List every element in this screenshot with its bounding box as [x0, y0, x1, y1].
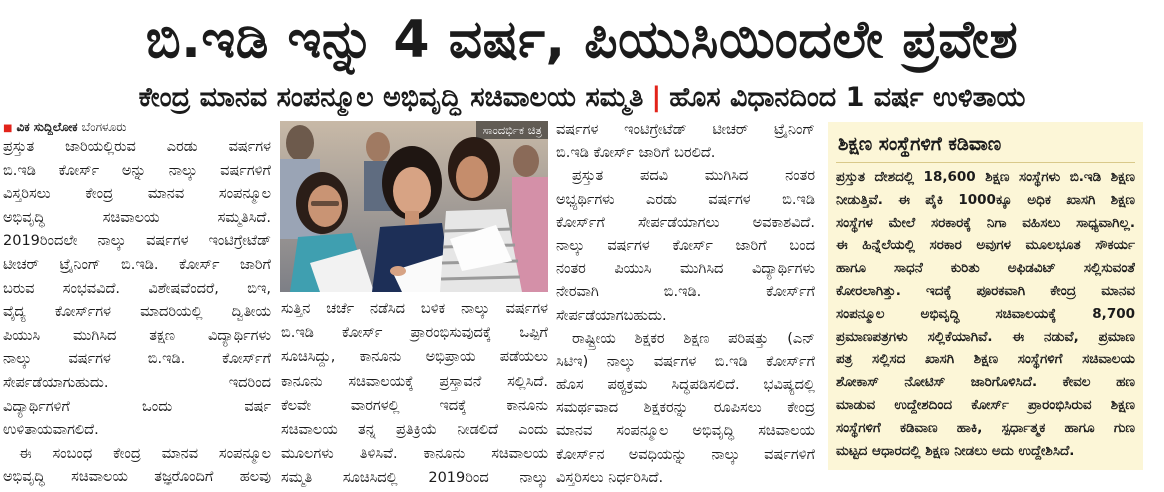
text-line: ಸಂಸ್ಥೆಗಳಿಗೆ ಕಡಿವಾಣ ಹಾಕಿ, ಸ್ಪರ್ಧಾತ್ಮಕ ಹಾಗೂ ಗುಣ — [836, 419, 1135, 436]
text-line: ಸಿಟಿಇ) ನಾಲ್ಕು ವರ್ಷಗಳ ಬಿ.ಇಡಿ ಕೋರ್ಸ್‌ಗೆ — [556, 353, 815, 370]
column-1-paragraph — [3, 443, 271, 490]
sidebar-box-body — [836, 166, 1135, 462]
text-line: ಟೀಚರ್ ಟ್ರೈನಿಂಗ್ ಬಿ.ಇಡಿ. ಕೋರ್ಸ್ ಜಾರಿಗೆ — [3, 256, 271, 273]
subheadline — [0, 80, 1164, 116]
text-line: ಕಾನೂನು ಸಚಿವಾಲಯಕ್ಕೆ ಪ್ರಸ್ತಾವನೆ ಸಲ್ಲಿಸಿದೆ. — [281, 373, 548, 390]
text-line: ಮೂಲಗಳು ತಿಳಿಸಿವೆ. ಕಾನೂನು ಸಚಿವಾಲಯ — [281, 446, 548, 463]
byline-source: ವಿಕ ಸುದ್ದಿಲೋಕ — [16, 120, 78, 134]
text-line: ಪ್ರಸ್ತುತ ದೇಶದಲ್ಲಿ 18,600 ಶಿಕ್ಷಣ ಸಂಸ್ಥೆಗಳು ಬಿ.ಇಡಿ ಶಿಕ್ಷಣ — [836, 169, 1135, 185]
text-line: ಹೊಸ ಪಠ್ಯಕ್ರಮ ಸಿದ್ಧಪಡಿಸಲಿದೆ. ಭವಿಷ್ಯದಲ್ಲಿ — [556, 377, 815, 394]
text-line: ಸಂಪನ್ಮೂಲ ಅಭಿವೃದ್ಧಿ ಸಚಿವಾಲಯಕ್ಕೆ 8,700 — [836, 305, 1135, 322]
text-line: ಪಿಯುಸಿ ಮುಗಿಸಿದ ತಕ್ಷಣ ವಿದ್ಯಾರ್ಥಿಗಳು — [3, 327, 271, 344]
text-line: ಕೆಲವೇ ವಾರಗಳಲ್ಲಿ ಇದಕ್ಕೆ ಕಾನೂನು — [281, 397, 548, 414]
text-line: ಬರುವ ಸಂಭವವಿದೆ. ವಿಶೇಷವೆಂದರೆ, ಬಿಇ, — [3, 280, 271, 297]
column-2-paragraph — [281, 297, 548, 491]
text-line: ಬಿ.ಇಡಿ ಕೋರ್ಸ್ ಪ್ರಾರಂಭಿಸುವುದಕ್ಕೆ ಒಪ್ಪಿಗೆ — [281, 325, 548, 342]
text-line: ಕೋರ್ಸ್‌ಗೆ ಸೇರ್ಪಡೆಯಾಗಲು ಅವಕಾಶವಿದೆ. — [556, 214, 815, 231]
column-1-paragraph — [3, 136, 271, 443]
column-3-paragraph — [556, 119, 815, 165]
text-line: ಬಿ.ಇಡಿ ಕೋರ್ಸ್ ಜಾರಿಗೆ ಬರಲಿದೆ. — [556, 145, 716, 162]
subheadline-separator: | — [651, 82, 662, 113]
text-line: ಸೇರ್ಪಡೆಯಾಗಬಹುದು. — [556, 307, 667, 324]
text-line: 2019ರಿಂದಲೇ ನಾಲ್ಕು ವರ್ಷಗಳ ಇಂಟಿಗ್ರೇಟೆಡ್ — [3, 233, 271, 250]
text-line: ವಿಸ್ತರಿಸಲು ಕೇಂದ್ರ ಮಾನವ ಸಂಪನ್ಮೂಲ — [3, 186, 271, 203]
text-line: ಕೋರ್ಸ್‌ನ ಅವಧಿಯನ್ನು ನಾಲ್ಕು ವರ್ಷಗಳಿಗೆ — [556, 446, 815, 463]
text-line: ಸೂಚಿಸಿದ್ದು, ಕಾನೂನು ಅಭಿಪ್ರಾಯ ಪಡೆಯಲು — [281, 349, 548, 366]
text-line: ಸಮರ್ಥವಾದ ಶಿಕ್ಷಕರನ್ನು ರೂಪಿಸಲು ಕೇಂದ್ರ — [556, 400, 815, 417]
sidebar-box-title: ಶಿಕ್ಷಣ ಸಂಸ್ಥೆಗಳಿಗೆ ಕಡಿವಾಣ — [838, 133, 1002, 155]
text-line: ವಿಸ್ತರಿಸಲು ನಿರ್ಧರಿಸಿದೆ. — [556, 469, 664, 486]
text-line: ಶೋಕಾಸ್ ನೋಟಿಸ್ ಜಾರಿಗೊಳಿಸಿದೆ. ಕೇವಲ ಹಣ — [836, 374, 1135, 391]
text-line: ನಾಲ್ಕು ವರ್ಷಗಳ ಕೋರ್ಸ್ ಜಾರಿಗೆ ಬಂದ — [556, 237, 815, 254]
text-line: ಸಮ್ಮತಿ ಸೂಚಿಸಿದಲ್ಲಿ 2019ರಿಂದ ನಾಲ್ಕು — [281, 470, 548, 487]
text-line: ಉಳಿತಾಯವಾಗಲಿದೆ. — [3, 422, 99, 439]
text-line: ಹಾಗೂ ಸಾಧನೆ ಕುರಿತು ಅಫಿಡವಿಟ್ ಸಲ್ಲಿಸುವಂತೆ — [836, 260, 1135, 277]
text-line: ನೇರವಾಗಿ ಬಿ.ಇಡಿ. ಕೋರ್ಸ್‌ಗೆ — [556, 284, 815, 301]
text-line: ಅಭಿವೃದ್ಧಿ ಸಚಿವಾಲಯ ತಜ್ಞರೊಂದಿಗೆ ಹಲವು — [3, 469, 271, 486]
text-line: ಮಟ್ಟದ ಆಧಾರದಲ್ಲಿ ಶಿಕ್ಷಣ ನೀಡಲು ಅದು ಉದ್ದೇಶಿಸಿದೆ. — [836, 442, 1075, 459]
text-line: ಸಚಿವಾಲಯ ತನ್ನ ಪ್ರತಿಕ್ರಿಯೆ ನೀಡಲಿದೆ ಎಂದು — [281, 421, 548, 438]
byline-place: ಬೆಂಗಳೂರು — [81, 120, 127, 134]
news-photo — [280, 121, 548, 292]
byline — [3, 119, 271, 135]
text-line: ಬಿ.ಇಡಿ ಕೋರ್ಸ್ ಅನ್ನು ನಾಲ್ಕು ವರ್ಷಗಳಿಗೆ — [3, 162, 271, 179]
text-line: ಅಭಿವೃದ್ಧಿ ಸಚಿವಾಲಯ ಸಮ್ಮತಿಸಿದೆ. — [3, 209, 271, 226]
column-3-paragraph — [556, 165, 815, 327]
text-line: ಕೋರಲಾಗಿತ್ತು. ಇದಕ್ಕೆ ಪೂರಕವಾಗಿ ಕೇಂದ್ರ ಮಾನವ — [836, 282, 1135, 299]
sidebar-box — [828, 122, 1143, 470]
subheadline-left: ಕೇಂದ್ರ ಮಾನವ ಸಂಪನ್ಮೂಲ ಅಭಿವೃದ್ಧಿ ಸಚಿವಾಲಯ ಸಮ್ಮತಿ — [138, 82, 644, 113]
text-line: ಈ ಹಿನ್ನೆಲೆಯಲ್ಲಿ ಸರಕಾರ ಅವುಗಳ ಮೂಲಭೂತ ಸೌಕರ್ಯ — [836, 237, 1135, 254]
text-line: ವಿದ್ಯಾರ್ಥಿಗಳಿಗೆ ಒಂದು ವರ್ಷ — [3, 398, 271, 415]
text-line: ಪತ್ರ ಸಲ್ಲಿಸದ ಖಾಸಗಿ ಶಿಕ್ಷಣ ಸಂಸ್ಥೆಗಳಿಗೆ ಸಚಿವಾಲಯ — [836, 351, 1135, 368]
text-line: ಸುತ್ತಿನ ಚರ್ಚೆ ನಡೆಸಿದ ಬಳಿಕ ನಾಲ್ಕು ವರ್ಷಗಳ — [281, 301, 548, 317]
subheadline-right: ಹೊಸ ವಿಧಾನದಿಂದ 1 ವರ್ಷ ಉಳಿತಾಯ — [669, 82, 1026, 113]
column-1 — [3, 136, 271, 490]
text-line: ಈ ಸಂಬಂಧ ಕೇಂದ್ರ ಮಾನವ ಸಂಪನ್ಮೂಲ — [19, 445, 271, 462]
text-line: ವರ್ಷಗಳ ಇಂಟಿಗ್ರೇಟೆಡ್ ಟೀಚರ್ ಟ್ರೈನಿಂಗ್ — [556, 122, 815, 138]
text-line: ನಂತರ ಪಿಯುಸಿ ಮುಗಿಸಿದ ವಿದ್ಯಾರ್ಥಿಗಳು — [556, 261, 815, 278]
text-line: ರಾಷ್ಟ್ರೀಯ ಶಿಕ್ಷಕರ ಶಿಕ್ಷಣ ಪರಿಷತ್ತು (ಎನ್ — [572, 330, 815, 347]
text-line: ಪ್ರಸ್ತುತ ಜಾರಿಯಲ್ಲಿರುವ ಎರಡು ವರ್ಷಗಳ — [3, 139, 271, 155]
column-3-paragraph — [556, 328, 815, 490]
text-line: ಮಾಡುವ ಉದ್ದೇಶದಿಂದ ಕೋರ್ಸ್ ಪ್ರಾರಂಭಿಸಿರುವ ಶಿಕ್ಷಣ — [836, 396, 1135, 413]
text-line: ನೀಡುತ್ತಿವೆ. ಈ ಪೈಕಿ 1000ಕ್ಕೂ ಅಧಿಕ ಖಾಸಗಿ ಶಿಕ್ಷಣ — [836, 191, 1135, 208]
text-line: ಪ್ರಸ್ತುತ ಪದವಿ ಮುಗಿಸಿದ ನಂತರ — [572, 168, 815, 185]
photo-caption: ಸಾಂದರ್ಭಿಕ ಚಿತ್ರ — [476, 121, 548, 139]
sidebar-box-divider — [836, 162, 1135, 163]
text-line: ನಾಲ್ಕು ವರ್ಷಗಳ ಬಿ.ಇಡಿ. ಕೋರ್ಸ್‌ಗೆ — [3, 351, 271, 368]
students-photo-illustration — [280, 121, 548, 292]
text-line: ಅಭ್ಯರ್ಥಿಗಳು ಎರಡು ವರ್ಷಗಳ ಬಿ.ಇಡಿ — [556, 191, 815, 208]
red-square-marker-icon: ■ — [3, 123, 13, 134]
text-line: ಸಂಸ್ಥೆಗಳ ಮೇಲೆ ಸರಕಾರಕ್ಕೆ ನಿಗಾ ವಹಿಸಲು ಸಾಧ್ಯವಾಗಿಲ್ಲ. — [836, 214, 1135, 231]
text-line: ಪ್ರಮಾಣಪತ್ರಗಳು ಸಲ್ಲಿಕೆಯಾಗಿವೆ. ಈ ನಡುವೆ, ಪ್ರಮಾಣ — [836, 328, 1135, 345]
column-2 — [281, 297, 548, 491]
headline: ಬಿ.ಇಡಿ ಇನ್ನು 4 ವರ್ಷ, ಪಿಯುಸಿಯಿಂದಲೇ ಪ್ರವೇಶ — [145, 10, 1019, 70]
text-line: ಸೇರ್ಪಡೆಯಾಗುಹುದು. ಇದರಿಂದ — [3, 374, 271, 391]
column-3 — [556, 119, 815, 490]
text-line: ವೈದ್ಯ ಕೋರ್ಸ್‌ಗಳ ಮಾದರಿಯಲ್ಲಿ ದ್ವಿತೀಯ — [3, 304, 271, 321]
text-line: ಮಾನವ ಸಂಪನ್ಮೂಲ ಅಭಿವೃದ್ಧಿ ಸಚಿವಾಲಯ — [556, 423, 815, 440]
